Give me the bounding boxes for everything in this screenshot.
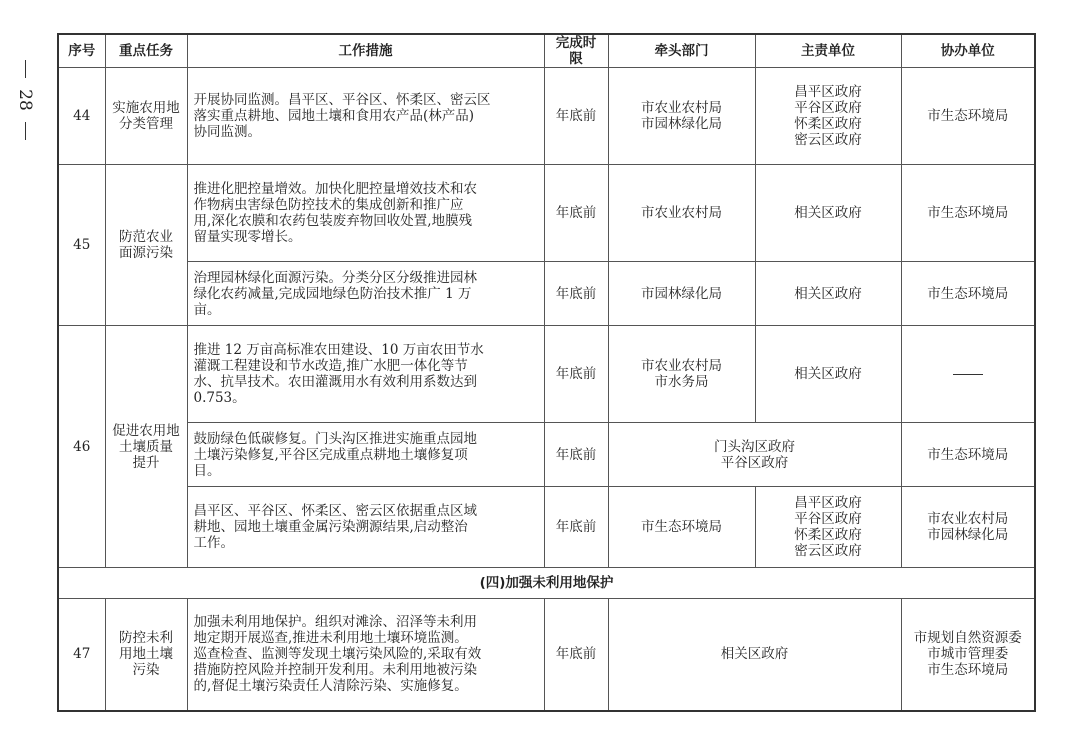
row-task: 促进农用地 土壤质量 提升: [105, 326, 187, 568]
row-measure: 昌平区、平谷区、怀柔区、密云区依据重点区域 耕地、园地土壤重金属污染溯源结果,启动整治 工作。: [187, 487, 544, 568]
row-lead: 市农业农村局 市水务局: [608, 326, 755, 423]
row-measure: 鼓励绿色低碳修复。门头沟区推进实施重点园地 土壤污染修复,平谷区完成重点耕地土壤修复项 目。: [187, 423, 544, 487]
row-main: 昌平区政府 平谷区政府 怀柔区政府 密云区政府: [755, 487, 901, 568]
row-lead: 市生态环境局: [608, 487, 755, 568]
row-index: 45: [58, 165, 105, 326]
row-index: 44: [58, 68, 105, 165]
header-task: 重点任务: [105, 34, 187, 68]
row-main: 相关区政府: [755, 326, 901, 423]
header-assist: 协办单位: [901, 34, 1035, 68]
row-measure: 推进 12 万亩高标准农田建设、10 万亩农田节水 灌溉工程建设和节水改造,推广水肥一体化等节 水、抗旱技术。农田灌溉用水有效利用系数达到 0.753。: [187, 326, 544, 423]
row-deadline: 年底前: [544, 487, 608, 568]
row-index: 47: [58, 599, 105, 711]
row-deadline: 年底前: [544, 165, 608, 262]
row-assist: 市农业农村局 市园林绿化局: [901, 487, 1035, 568]
row-lead-main: 相关区政府: [608, 599, 901, 711]
row-assist: [901, 326, 1035, 423]
row-assist: 市生态环境局: [901, 68, 1035, 165]
section-heading: (四)加强未利用地保护: [58, 568, 1035, 599]
row-main: 昌平区政府 平谷区政府 怀柔区政府 密云区政府: [755, 68, 901, 165]
row-deadline: 年底前: [544, 599, 608, 711]
row-measure: 推进化肥控量增效。加快化肥控量增效技术和农 作物病虫害绿色防控技术的集成创新和推广应 用,深化农膜和农药包装废弃物回收处置,地膜残 留量实现零增长。: [187, 165, 544, 262]
header-lead: 牵头部门: [608, 34, 755, 68]
row-lead-main: 门头沟区政府 平谷区政府: [608, 423, 901, 487]
row-task: 实施农用地 分类管理: [105, 68, 187, 165]
row-deadline: 年底前: [544, 68, 608, 165]
row-assist: 市生态环境局: [901, 423, 1035, 487]
header-main: 主责单位: [755, 34, 901, 68]
row-main: 相关区政府: [755, 165, 901, 262]
table-row-46a: [58, 326, 1035, 423]
row-measure: 开展协同监测。昌平区、平谷区、怀柔区、密云区 落实重点耕地、园地土壤和食用农产品(林产品) 协同监测。: [187, 68, 544, 165]
header-deadline: 完成时限: [544, 34, 608, 68]
row-lead: 市园林绿化局: [608, 262, 755, 326]
page-number: [10, 60, 40, 170]
row-deadline: 年底前: [544, 423, 608, 487]
task-table: [57, 33, 1036, 712]
table-row-45a: [58, 165, 1035, 262]
table-row-46c: [58, 487, 1035, 568]
row-measure: 加强未利用地保护。组织对滩涂、沼泽等未利用 地定期开展巡查,推进未利用地土壤环境监测。 巡查检查、监测等发现土壤污染风险的,采取有效 措施防控风险并控制开发利用。未利用地被污染 的,督促土壤污染责任人清除污染、实施修复。: [187, 599, 544, 711]
header-measure: 工作措施: [187, 34, 544, 68]
page-number-dash-bottom: [25, 122, 26, 140]
row-task: 防范农业 面源污染: [105, 165, 187, 326]
table-row-46b: [58, 423, 1035, 487]
row-lead: 市农业农村局: [608, 165, 755, 262]
row-task: 防控未利 用地土壤 污染: [105, 599, 187, 711]
row-lead: 市农业农村局 市园林绿化局: [608, 68, 755, 165]
row-measure: 治理园林绿化面源污染。分类分区分级推进园林 绿化农药减量,完成园地绿色防治技术推广 1 万 亩。: [187, 262, 544, 326]
page-number-text: 28: [14, 89, 35, 111]
table-header-row: [58, 34, 1035, 68]
empty-dash-mark: [953, 374, 983, 375]
row-main: 相关区政府: [755, 262, 901, 326]
section-row: [58, 568, 1035, 599]
row-assist: 市生态环境局: [901, 262, 1035, 326]
row-assist: 市规划自然资源委 市城市管理委 市生态环境局: [901, 599, 1035, 711]
table-row-45b: [58, 262, 1035, 326]
header-index: 序号: [58, 34, 105, 68]
row-index: 46: [58, 326, 105, 568]
table-row-47: [58, 599, 1035, 711]
row-assist: 市生态环境局: [901, 165, 1035, 262]
row-deadline: 年底前: [544, 326, 608, 423]
page-number-dash-top: [25, 60, 26, 78]
table-row-44: [58, 68, 1035, 165]
row-deadline: 年底前: [544, 262, 608, 326]
